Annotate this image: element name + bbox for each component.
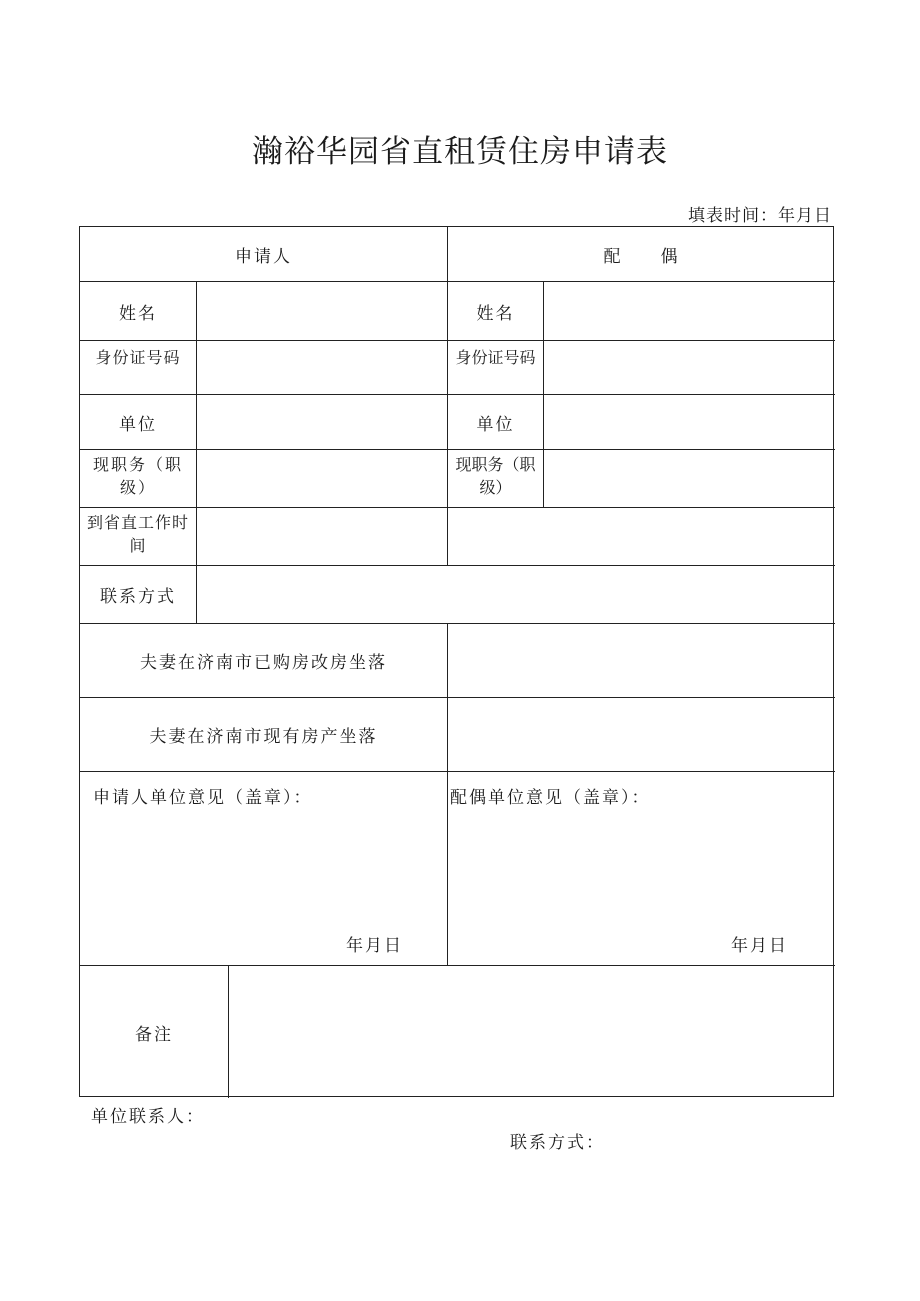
spouse-opinion-label: 配偶单位意见（盖章）： <box>450 788 651 808</box>
contact-field[interactable] <box>197 566 835 623</box>
work-time-label-line1: 到省直工作时 <box>86 513 189 532</box>
spouse-unit-field[interactable] <box>544 395 835 449</box>
spouse-id-field[interactable] <box>544 341 835 394</box>
work-time-label-line2: 间 <box>129 536 147 555</box>
work-time-label <box>80 508 196 565</box>
spouse-name-label: 姓名 <box>476 303 515 324</box>
unit-contact-person: 单位联系人： <box>91 1107 205 1127</box>
applicant-position-field[interactable] <box>197 450 447 507</box>
applicant-work-time-field[interactable] <box>197 508 447 565</box>
purchased-house-label: 夫妻在济南市已购房改房坐落 <box>140 653 387 673</box>
remarks-label: 备注 <box>135 1024 173 1045</box>
remarks-field[interactable] <box>229 966 835 1098</box>
applicant-position-label-line2: 级） <box>119 478 156 497</box>
contact-method: 联系方式： <box>510 1133 605 1153</box>
spouse-position-label <box>448 450 543 507</box>
spouse-work-time-field[interactable] <box>448 508 835 565</box>
applicant-opinion-label: 申请人单位意见（盖章）： <box>93 788 313 808</box>
spouse-unit-label: 单位 <box>476 414 515 435</box>
applicant-unit-label: 单位 <box>119 414 157 435</box>
spouse-opinion-date: 年月日 <box>731 936 788 956</box>
applicant-name-label: 姓名 <box>119 303 157 324</box>
applicant-name-field[interactable] <box>197 282 447 340</box>
spouse-position-label-line1: 现职务（职 <box>455 455 536 474</box>
applicant-position-label <box>80 450 196 507</box>
spouse-position-label-line2: 级） <box>479 478 512 497</box>
spouse-position-field[interactable] <box>544 450 835 507</box>
fill-date: 填表时间：年月日 <box>688 206 832 226</box>
applicant-id-field[interactable] <box>197 341 447 394</box>
spouse-id-label: 身份证号码 <box>455 348 536 367</box>
application-form-table <box>79 226 834 1097</box>
applicant-id-label: 身份证号码 <box>95 348 181 367</box>
current-house-label: 夫妻在济南市现有房产坐落 <box>149 727 378 747</box>
spouse-header: 配 偶 <box>603 246 680 267</box>
current-house-field[interactable] <box>448 698 835 771</box>
spouse-name-field[interactable] <box>544 282 835 340</box>
purchased-house-field[interactable] <box>448 624 835 697</box>
form-title: 瀚裕华园省直租赁住房申请表 <box>252 134 668 170</box>
applicant-opinion-date: 年月日 <box>346 936 403 956</box>
applicant-position-label-line1: 现职务（职 <box>92 455 183 474</box>
applicant-unit-field[interactable] <box>197 395 447 449</box>
applicant-header: 申请人 <box>235 246 292 267</box>
contact-label: 联系方式 <box>100 587 176 607</box>
